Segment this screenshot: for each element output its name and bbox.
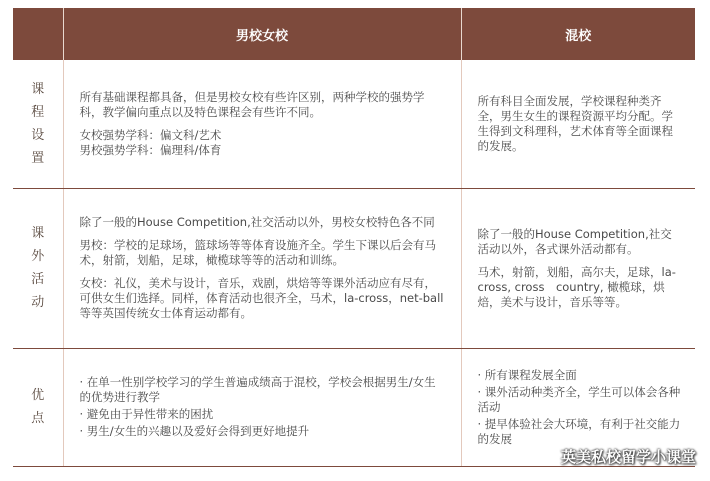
cell-advantages-coed: · 所有课程发展全面 · 课外活动种类齐全，学生可以体会各种活动 · 提早体验社会大环境，有利于社交能力的发展 (461, 348, 695, 466)
header-coed: 混校 (461, 8, 695, 60)
cell-activities-single-sex: 除了一般的House Competition,社交活动以外，男校女校特色各不同 男校：学校的足球场，篮球场等等体育设施齐全。学生下课以后会有马术，射箭，划船，足球，橄榄球等等的活动和训练。 女校：礼仪，美术与设计，音乐，戏剧，烘焙等等课外活动应有尽有，可供女生们选择。同样，体育活动也很齐全，马术，la-cross，net-ball 等等英国传统女士体育运动都有。 (63, 188, 461, 348)
watermark (535, 446, 696, 467)
cell-activities-coed: 除了一般的House Competition,社交活动以外，各式课外活动都有。 马术，射箭，划船，高尔夫，足球，la-cross, cross country, 橄榄球，烘焙，美术与设计，音乐等等。 (461, 188, 695, 348)
row-curriculum (13, 60, 695, 188)
header-row (13, 8, 695, 60)
header-boys-girls: 男校女校 (63, 8, 461, 60)
comparison-table (13, 8, 695, 467)
watermark-text: 英美私校留学小课堂 (560, 448, 696, 466)
cell-curriculum-single-sex: 所有基础课程都具备，但是男校女校有些许区别，两种学校的强势学科，教学偏向重点以及特色课程会有些许不同。 女校强势学科：偏文科/艺术 男校强势学科：偏理科/体育 (63, 60, 461, 188)
cell-curriculum-coed: 所有科目全面发展，学校课程种类齐全，男生女生的课程资源平均分配。学生得到文科理科，艺术体育等全面课程的发展。 (461, 60, 695, 188)
row-label-curriculum: 课 程 设 置 (13, 60, 63, 188)
header-blank (13, 8, 63, 60)
wechat-icon (535, 448, 557, 466)
row-label-advantages: 优 点 (13, 348, 63, 466)
row-label-activities: 课 外 活 动 (13, 188, 63, 348)
row-activities (13, 188, 695, 348)
cell-advantages-single-sex: · 在单一性别学校学习的学生普遍成绩高于混校，学校会根据男生/女生的优势进行教学 · 避免由于异性带来的困扰 · 男生/女生的兴趣以及爱好会得到更好地提升 (63, 348, 461, 466)
